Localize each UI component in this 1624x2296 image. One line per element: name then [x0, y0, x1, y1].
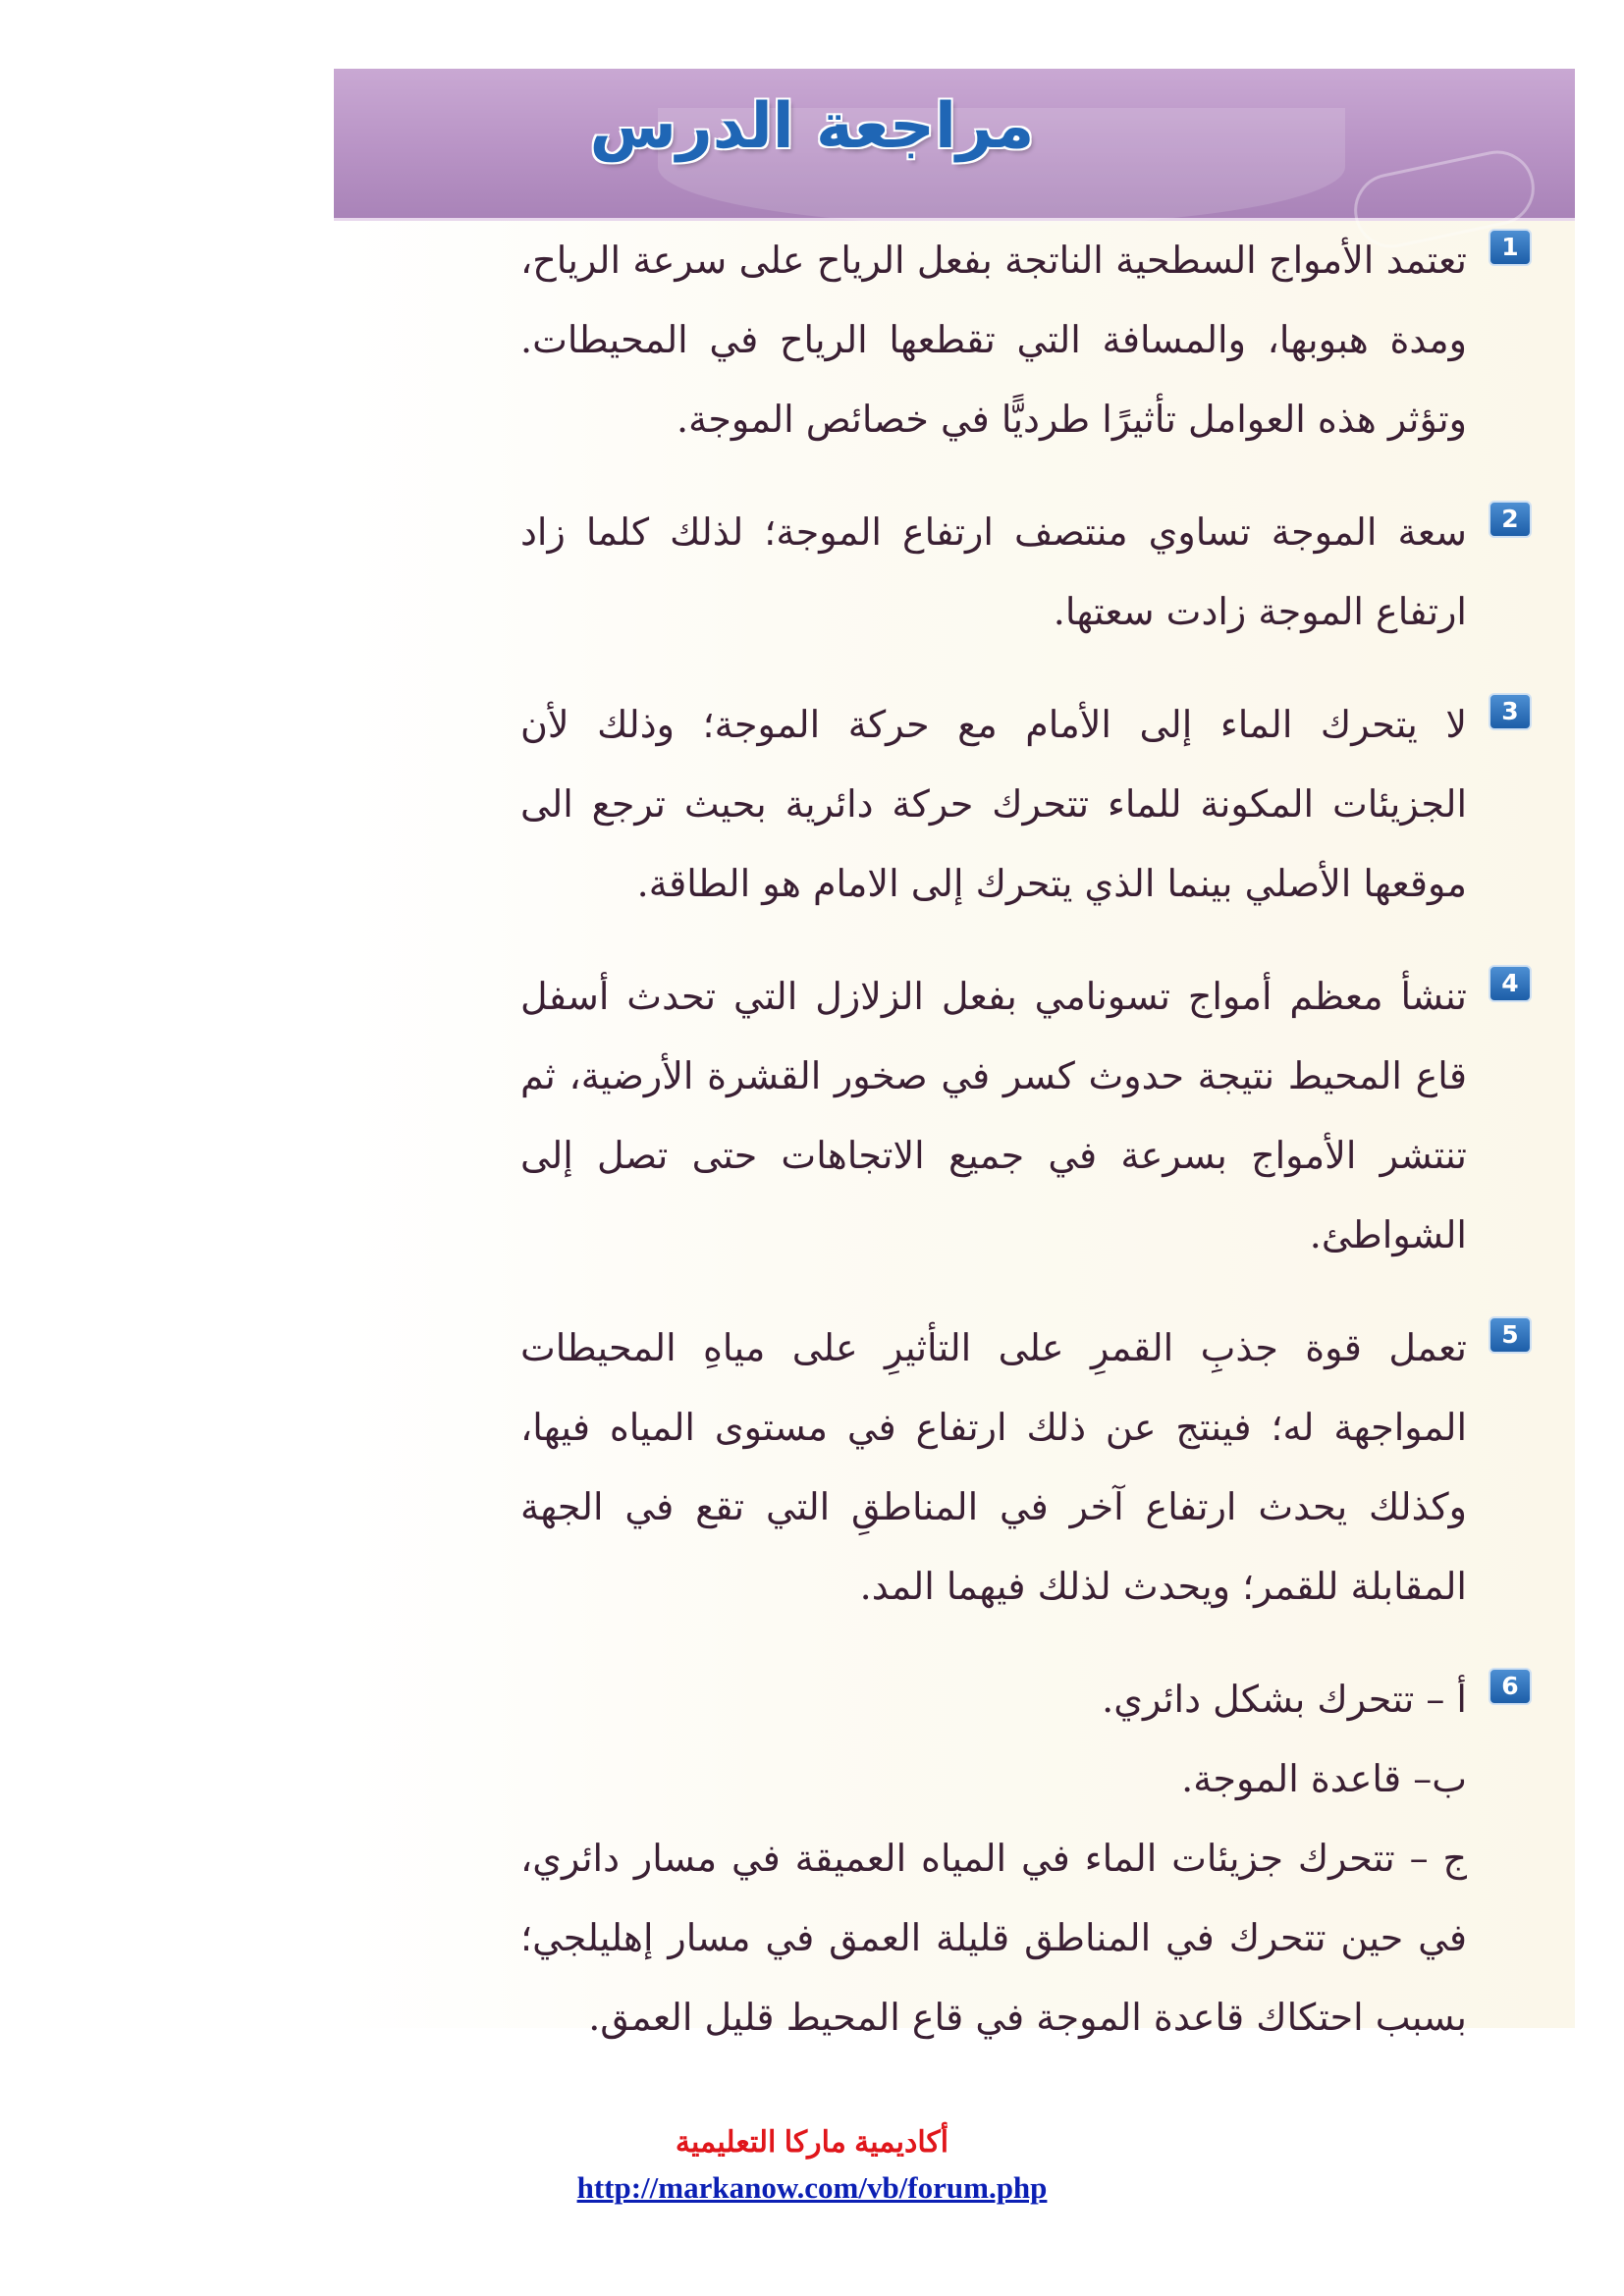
item-number-badge: 6 — [1489, 1668, 1532, 1705]
list-item — [520, 957, 1532, 1275]
item-text: تنشأ معظم أمواج تسونامي بفعل الزلازل التي تحدث أسفل قاع المحيط نتيجة حدوث كسر في صخور القشرة الأرضية، ثم تنتشر الأمواج بسرعة في جميع الاتجاهات حتى تصل إلى الشواطئ. — [520, 975, 1467, 1256]
list-item — [520, 1308, 1532, 1627]
review-list — [520, 221, 1532, 2091]
item-number-badge: 3 — [1489, 693, 1532, 730]
list-item — [520, 1660, 1532, 2057]
item-text: تعمل قوة جذبِ القمرِ على التأثيرِ على مياهِ المحيطات المواجهة له؛ فينتج عن ذلك ارتفاع في مستوى المياه فيها، وكذلك يحدث ارتفاع آخر في المناطقِ التي تقع في الجهة المقابلة للقمر؛ ويحدث لذلك فيهما المد. — [520, 1326, 1467, 1608]
item-subpart-a: أ – تتحرك بشكل دائري. — [1102, 1678, 1467, 1721]
item-number-badge: 4 — [1489, 965, 1532, 1002]
list-item — [520, 685, 1532, 924]
item-subpart-b: ب– قاعدة الموجة. — [1181, 1757, 1467, 1800]
list-item — [520, 221, 1532, 459]
page-title: مراجعة الدرس — [589, 90, 1035, 163]
footer-forum-link[interactable]: http://markanow.com/vb/forum.php — [576, 2170, 1048, 2205]
footer-academy-name: أكاديمية ماركا التعليمية — [675, 2126, 949, 2159]
item-number-badge: 1 — [1489, 229, 1532, 266]
item-text: لا يتحرك الماء إلى الأمام مع حركة الموجة؛ وذلك لأن الجزيئات المكونة للماء تتحرك حركة دائرية بحيث ترجع الى موقعها الأصلي بينما الذي يتحرك إلى الامام هو الطاقة. — [520, 703, 1467, 905]
item-number-badge: 2 — [1489, 501, 1532, 538]
item-text: تعتمد الأمواج السطحية الناتجة بفعل الرياح على سرعة الرياح، ومدة هبوبها، والمسافة التي تقطعها الرياح في المحيطات. وتؤثر هذه العوامل تأثيرًا طرديًّا في خصائص الموجة. — [520, 239, 1467, 441]
item-number-badge: 5 — [1489, 1316, 1532, 1354]
item-text: سعة الموجة تساوي منتصف ارتفاع الموجة؛ لذلك كلما زاد ارتفاع الموجة زادت سعتها. — [520, 510, 1467, 633]
list-item — [520, 493, 1532, 652]
item-subpart-c: ج – تتحرك جزيئات الماء في المياه العميقة في مسار دائري، في حين تتحرك في المناطق قليلة العمق في مسار إهليلجي؛ بسبب احتكاك قاعدة الموجة في قاع المحيط قليل العمق. — [520, 1837, 1467, 2039]
